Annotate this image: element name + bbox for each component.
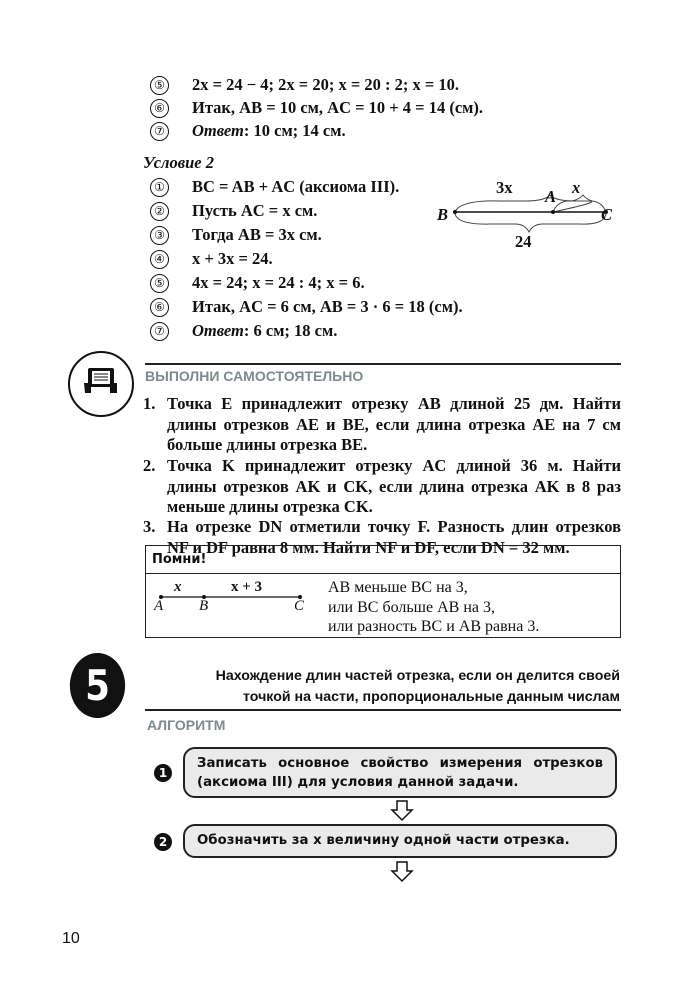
step-text: Итак, AC = 6 см, AB = 3 · 6 = 18 (см). [192,297,463,316]
step-number: ① [150,178,169,197]
label-24: 24 [515,232,532,251]
answer-text: : 10 см; 14 см. [243,121,346,140]
answer-label: Ответ [192,321,244,340]
algorithm-step-number: 1 [154,764,172,782]
step-number: ⑥ [150,99,169,118]
step-number: ⑦ [150,122,169,141]
algorithm-heading: АЛГОРИТМ [147,717,226,733]
step-text: Пусть AC = x см. [192,201,318,220]
self-work-heading: ВЫПОЛНИ САМОСТОЯТЕЛЬНО [145,368,364,384]
remember-title: Помни! [146,546,620,574]
task-text: На отрезке DN отметили точку F. Разность длин отрезков NF и DF равна 8 мм. Найти NF и DF, если DN = 32 мм. [167,517,621,557]
task-text: Точка K принадлежит отрезку AC длиной 36 м. Найти длины отрезков AK и CK, если длина отрезка AK в 8 раз меньше длины отрезка CK. [167,456,621,516]
task-text: Точка E принадлежит отрезку AB длиной 25 дм. Найти длины отрезков AE и BE, если длина отрезка AE на 7 см больше длины отрезка BE. [167,394,621,454]
arrow-down-icon [390,861,414,883]
arrow-down-icon [390,800,414,822]
tablet-hands-icon [68,351,134,417]
brace-24 [455,214,606,232]
label-a: A [545,187,557,206]
step-number: ⑦ [150,322,169,341]
step-text: 2x = 24 − 4; 2x = 20; x = 20 : 2; x = 10. [192,75,459,94]
label-a: A [154,598,164,614]
task-number: 1. [143,394,156,413]
step-number: ③ [150,226,169,245]
label-x-plus-3: x + 3 [231,579,263,595]
algorithm-step-box: Записать основное свойство измерения отрезков (аксиома III) для условия данной задачи. [183,747,617,798]
step-text: 4x = 24; x = 24 : 4; x = 6. [192,273,365,292]
step-text: Итак, AB = 10 см, AC = 10 + 4 = 14 (см). [192,98,483,117]
label-c: C [601,205,613,224]
step-text: Тогда AB = 3x см. [192,225,322,244]
condition-2-title: Условие 2 [143,153,214,172]
step-number: ⑥ [150,298,169,317]
point-a [551,210,555,214]
label-x: x [174,579,182,595]
remember-line: AB меньше BC на 3, [328,579,468,596]
label-3x: 3x [496,178,513,197]
divider [145,363,621,365]
point-b [453,210,457,214]
remember-box [145,545,621,638]
section-title-line: Нахождение длин частей отрезка, если он делится своей [215,668,620,684]
label-b: B [199,598,209,614]
algorithm-step-box: Обозначить за x величину одной части отрезка. [183,824,617,858]
step-number: ⑤ [150,76,169,95]
task-item [143,456,621,518]
answer-label: Ответ [192,121,244,140]
remember-line: или BC больше AB на 3, [328,598,495,616]
step-number: ② [150,202,169,221]
section-title-line: точкой на части, пропорциональные данным числам [243,689,620,705]
step-text: x + 3x = 24. [192,249,273,268]
task-number: 2. [143,456,156,475]
label-b: B [437,205,449,224]
step-number: ⑤ [150,274,169,293]
algorithm-step-number: 2 [154,833,172,851]
task-number: 3. [143,517,156,536]
remember-line: или разность BC и AB равна 3. [328,618,540,635]
page-number: 10 [62,930,80,947]
step-number: ④ [150,250,169,269]
divider [145,709,621,711]
step-text: : 6 см; 18 см. [243,321,338,340]
step-text: BC = AB + AC (аксиома III). [192,177,400,196]
section-number-badge: 5 [70,653,125,718]
label-c: C [294,598,305,614]
label-x: x [572,178,581,197]
task-item [143,394,621,456]
